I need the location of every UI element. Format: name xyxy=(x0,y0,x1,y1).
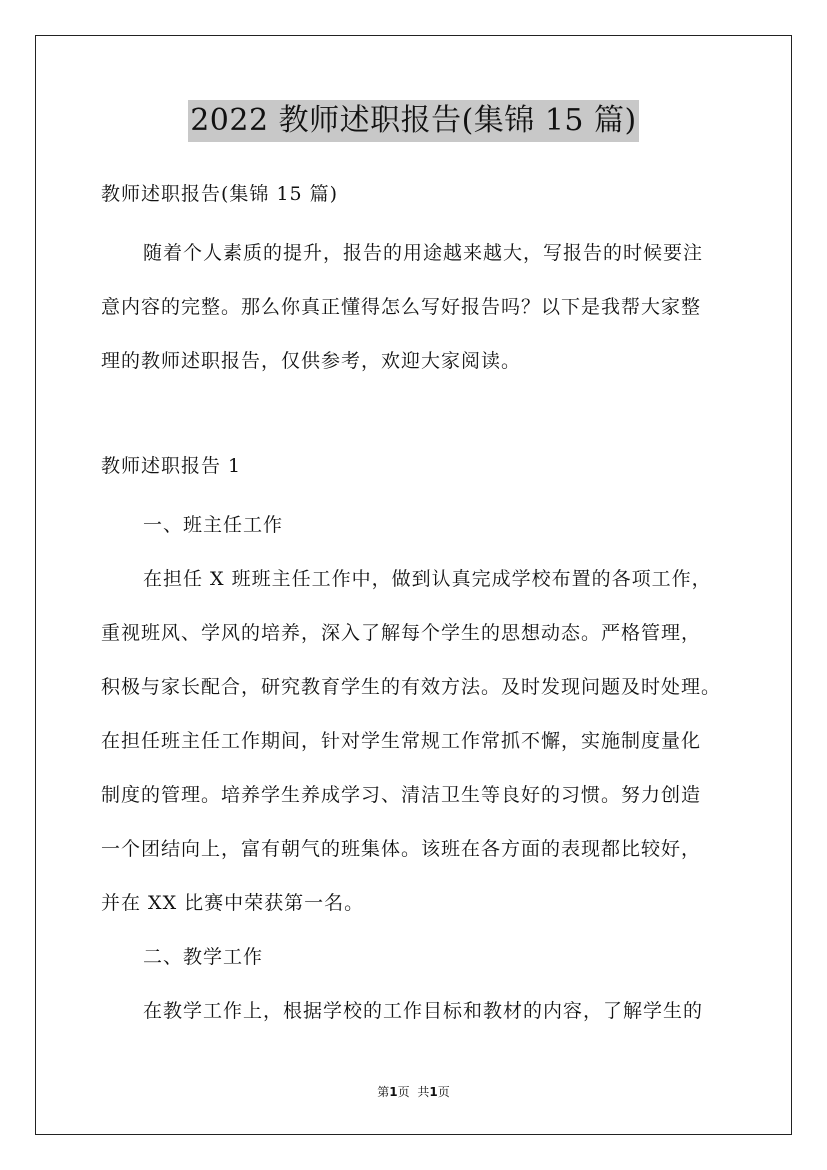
section-title: 教师述职报告 1 xyxy=(101,455,242,477)
page-label: 第 xyxy=(377,1085,390,1099)
paragraph-line: 并在 XX 比赛中荣获第一名。 xyxy=(101,892,365,914)
intro-line: 理的教师述职报告，仅供参考，欢迎大家阅读。 xyxy=(101,350,522,372)
section-body xyxy=(101,498,741,1038)
document-subtitle: 教师述职报告(集锦 15 篇) xyxy=(101,183,339,205)
total-label: 共 xyxy=(417,1085,430,1099)
paragraph-line: 在担任 X 班班主任工作中，做到认真完成学校布置的各项工作， xyxy=(143,568,712,590)
paragraph-line: 制度的管理。培养学生养成学习、清洁卫生等良好的习惯。努力创造 xyxy=(101,784,702,806)
page-footer xyxy=(0,1083,827,1100)
heading-teaching: 二、教学工作 xyxy=(143,946,264,968)
intro-paragraph xyxy=(101,226,741,388)
document-body xyxy=(101,176,741,1038)
paragraph-line: 一个团结向上，富有朝气的班集体。该班在各方面的表现都比较好， xyxy=(101,838,702,860)
heading-class-teacher: 一、班主任工作 xyxy=(143,514,284,536)
intro-line: 意内容的完整。那么你真正懂得怎么写好报告吗？以下是我帮大家整 xyxy=(101,296,702,318)
page-total: 1 xyxy=(429,1085,438,1099)
page-current: 1 xyxy=(389,1085,398,1099)
paragraph-line: 在担任班主任工作期间，针对学生常规工作常抓不懈，实施制度量化 xyxy=(101,730,702,752)
paragraph-line: 重视班风、学风的培养，深入了解每个学生的思想动态。严格管理， xyxy=(101,622,702,644)
title-container xyxy=(0,100,827,142)
intro-line: 随着个人素质的提升，报告的用途越来越大，写报告的时候要注 xyxy=(143,242,704,264)
page-unit: 页 xyxy=(397,1085,410,1099)
document-title: 2022 教师述职报告(集锦 15 篇) xyxy=(188,100,639,142)
paragraph-line: 积极与家长配合，研究教育学生的有效方法。及时发现问题及时处理。 xyxy=(101,676,722,698)
total-unit: 页 xyxy=(437,1085,450,1099)
paragraph-line: 在教学工作上，根据学校的工作目标和教材的内容，了解学生的 xyxy=(143,1000,704,1022)
